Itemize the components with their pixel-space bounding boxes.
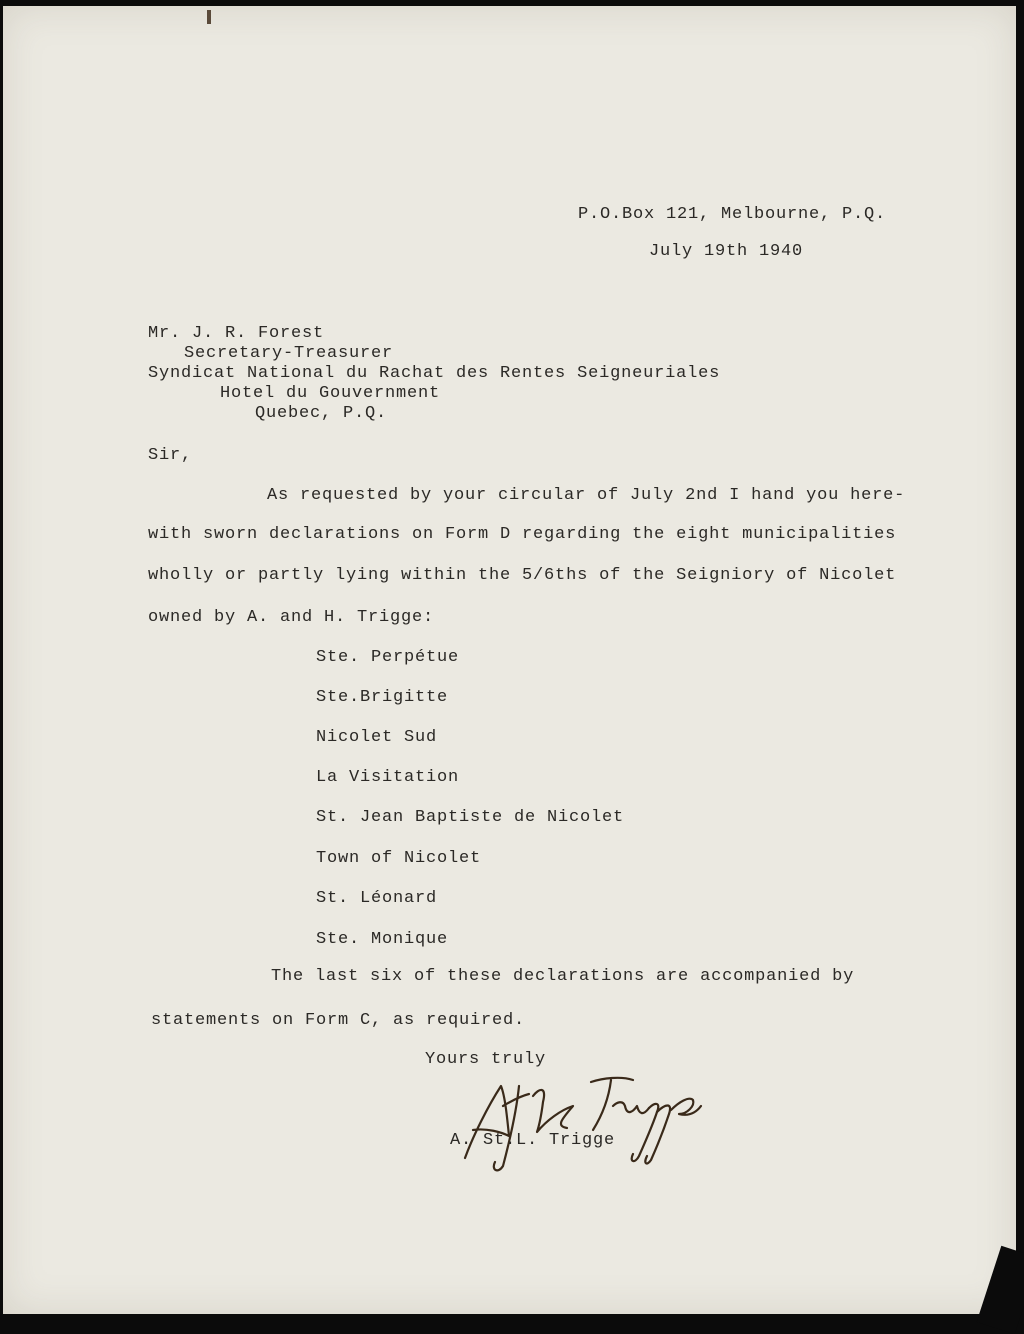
- valediction: Yours truly: [425, 1050, 547, 1069]
- recipient-organization: Syndicat National du Rachat des Rentes Seigneuriales: [148, 364, 721, 383]
- body-line: As requested by your circular of July 2nd I hand you here-: [267, 486, 906, 505]
- municipality-item: Ste. Monique: [316, 930, 449, 949]
- body-line: wholly or partly lying within the 5/6ths of the Seigniory of Nicolet: [148, 566, 897, 585]
- handwritten-signature: [443, 1066, 713, 1176]
- typed-signature-name: A. St.L. Trigge: [450, 1131, 616, 1150]
- recipient-building: Hotel du Gouvernment: [220, 384, 441, 403]
- municipality-item: St. Jean Baptiste de Nicolet: [316, 808, 625, 827]
- municipality-item: Ste.Brigitte: [316, 688, 449, 707]
- municipality-item: Ste. Perpétue: [316, 648, 460, 667]
- letter-date: July 19th 1940: [649, 242, 804, 261]
- recipient-city: Quebec, P.Q.: [255, 404, 388, 423]
- municipality-item: St. Léonard: [316, 889, 438, 908]
- closing-line: The last six of these declarations are accompanied by: [271, 967, 855, 986]
- body-line: with sworn declarations on Form D regarding the eight municipalities: [148, 525, 897, 544]
- sender-address: P.O.Box 121, Melbourne, P.Q.: [578, 205, 887, 224]
- body-line: owned by A. and H. Trigge:: [148, 608, 435, 627]
- closing-line: statements on Form C, as required.: [151, 1011, 526, 1030]
- salutation: Sir,: [148, 446, 193, 465]
- recipient-name: Mr. J. R. Forest: [148, 324, 325, 343]
- municipality-item: Town of Nicolet: [316, 849, 482, 868]
- municipality-item: Nicolet Sud: [316, 728, 438, 747]
- municipality-item: La Visitation: [316, 768, 460, 787]
- recipient-title: Secretary-Treasurer: [184, 344, 394, 363]
- letter-page: [3, 6, 1016, 1314]
- ink-mark: [207, 10, 211, 24]
